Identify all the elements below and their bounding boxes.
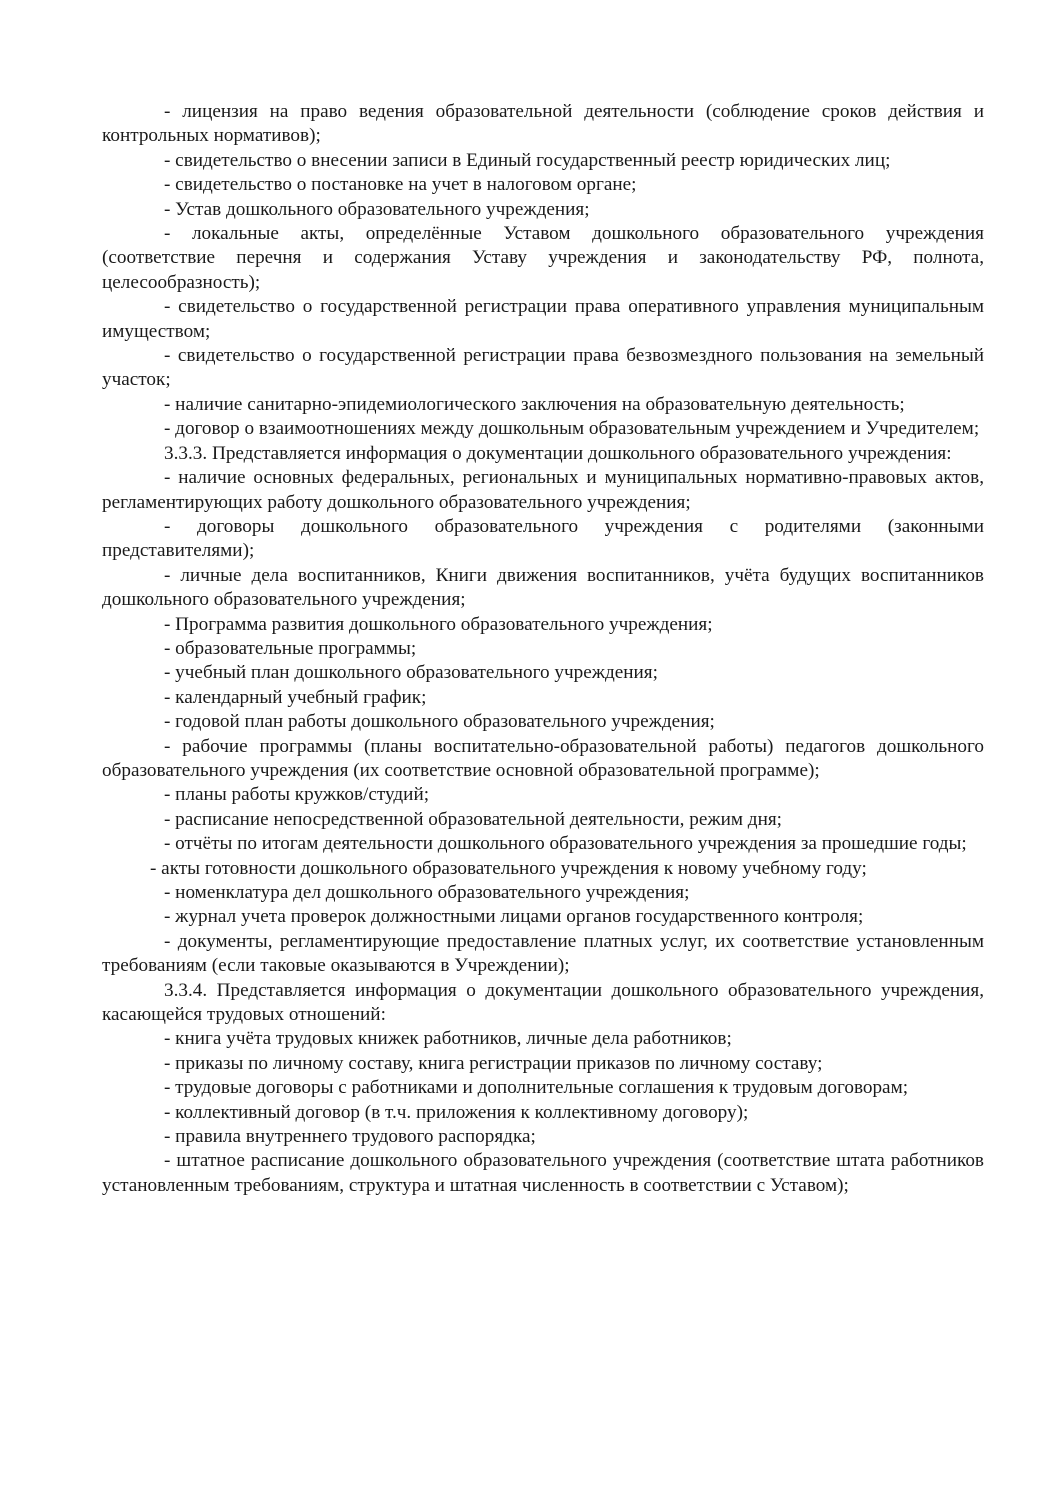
list-item: - годовой план работы дошкольного образовательного учреждения; <box>164 711 715 733</box>
list-item: - лицензия на право ведения образовательной деятельности (соблюдение сроков действия и контрольных нормативов); <box>102 101 984 147</box>
list-item: - трудовые договоры с работниками и дополнительные соглашения к трудовым договорам; <box>164 1077 909 1099</box>
section-heading-3-3-4: 3.3.4. Представляется информация о документации дошкольного образовательного учреждения, касающейся трудовых отношений: <box>102 979 984 1026</box>
list-item: - правила внутреннего трудового распорядка; <box>164 1126 536 1148</box>
list-item: - коллективный договор (в т.ч. приложения к коллективному договору); <box>164 1101 749 1123</box>
list-item: - расписание непосредственной образовательной деятельности, режим дня; <box>164 808 782 830</box>
list-item: - личные дела воспитанников, Книги движения воспитанников, учёта будущих воспитанников дошкольного образовательного учреждения; <box>102 564 984 611</box>
list-item: - рабочие программы (планы воспитательно-образовательной работы) педагогов дошкольного образовательного учреждения (их соответствие основной образовательной программе); <box>102 735 984 781</box>
list-item: - наличие санитарно-эпидемиологического заключения на образовательную деятельность; <box>164 393 905 415</box>
list-item: - договоры дошкольного образовательного учреждения с родителями (законными представителями); <box>102 515 984 562</box>
list-item: - планы работы кружков/студий; <box>164 784 430 806</box>
list-item: - свидетельство о внесении записи в Единый государственный реестр юридических лиц; <box>164 149 891 171</box>
list-item: - учебный план дошкольного образовательного учреждения; <box>164 662 658 684</box>
section-heading-3-3-3: 3.3.3. Представляется информация о документации дошкольного образовательного учреждения: <box>164 442 952 464</box>
document-body <box>102 100 984 1198</box>
list-item: - свидетельство о государственной регистрации права оперативного управления муниципальным имуществом; <box>102 296 984 342</box>
list-item: - журнал учета проверок должностными лицами органов государственного контроля; <box>164 906 864 928</box>
list-item: - отчёты по итогам деятельности дошкольного образовательного учреждения за прошедшие годы; <box>164 833 967 855</box>
list-item: - календарный учебный график; <box>164 686 427 708</box>
list-item: - Устав дошкольного образовательного учреждения; <box>164 198 590 220</box>
list-item: - штатное расписание дошкольного образовательного учреждения (соответствие штата работников установленным требованиям, структура и штатная численность в соответствии с Уставом); <box>102 1150 984 1196</box>
list-item: - номенклатура дел дошкольного образовательного учреждения; <box>164 882 690 903</box>
list-item: - наличие основных федеральных, региональных и муниципальных нормативно-правовых актов, регламентирующих работу дошкольного образовательного учреждения; <box>102 467 984 513</box>
list-item: - приказы по личному составу, книга регистрации приказов по личному составу; <box>164 1052 823 1074</box>
list-item: - акты готовности дошкольного образовательного учреждения к новому учебному году; <box>150 857 867 879</box>
list-item: - образовательные программы; <box>164 637 417 659</box>
list-item: - документы, регламентирующие предоставление платных услуг, их соответствие установленным требованиям (если таковые оказываются в Учреждении); <box>102 930 984 977</box>
list-item: - договор о взаимоотношениях между дошкольным образовательным учреждением и Учредителем; <box>164 418 980 440</box>
list-item: - книга учёта трудовых книжек работников, личные дела работников; <box>164 1028 732 1050</box>
list-item: - свидетельство о постановке на учет в налоговом органе; <box>164 174 637 196</box>
list-item: - Программа развития дошкольного образовательного учреждения; <box>164 613 713 635</box>
list-item: - свидетельство о государственной регистрации права безвозмездного пользования на земельный участок; <box>102 345 984 391</box>
list-item: - локальные акты, определённые Уставом дошкольного образовательного учреждения (соответствие перечня и содержания Уставу учреждения и законодательству РФ, полнота, целесообразность); <box>102 223 984 293</box>
